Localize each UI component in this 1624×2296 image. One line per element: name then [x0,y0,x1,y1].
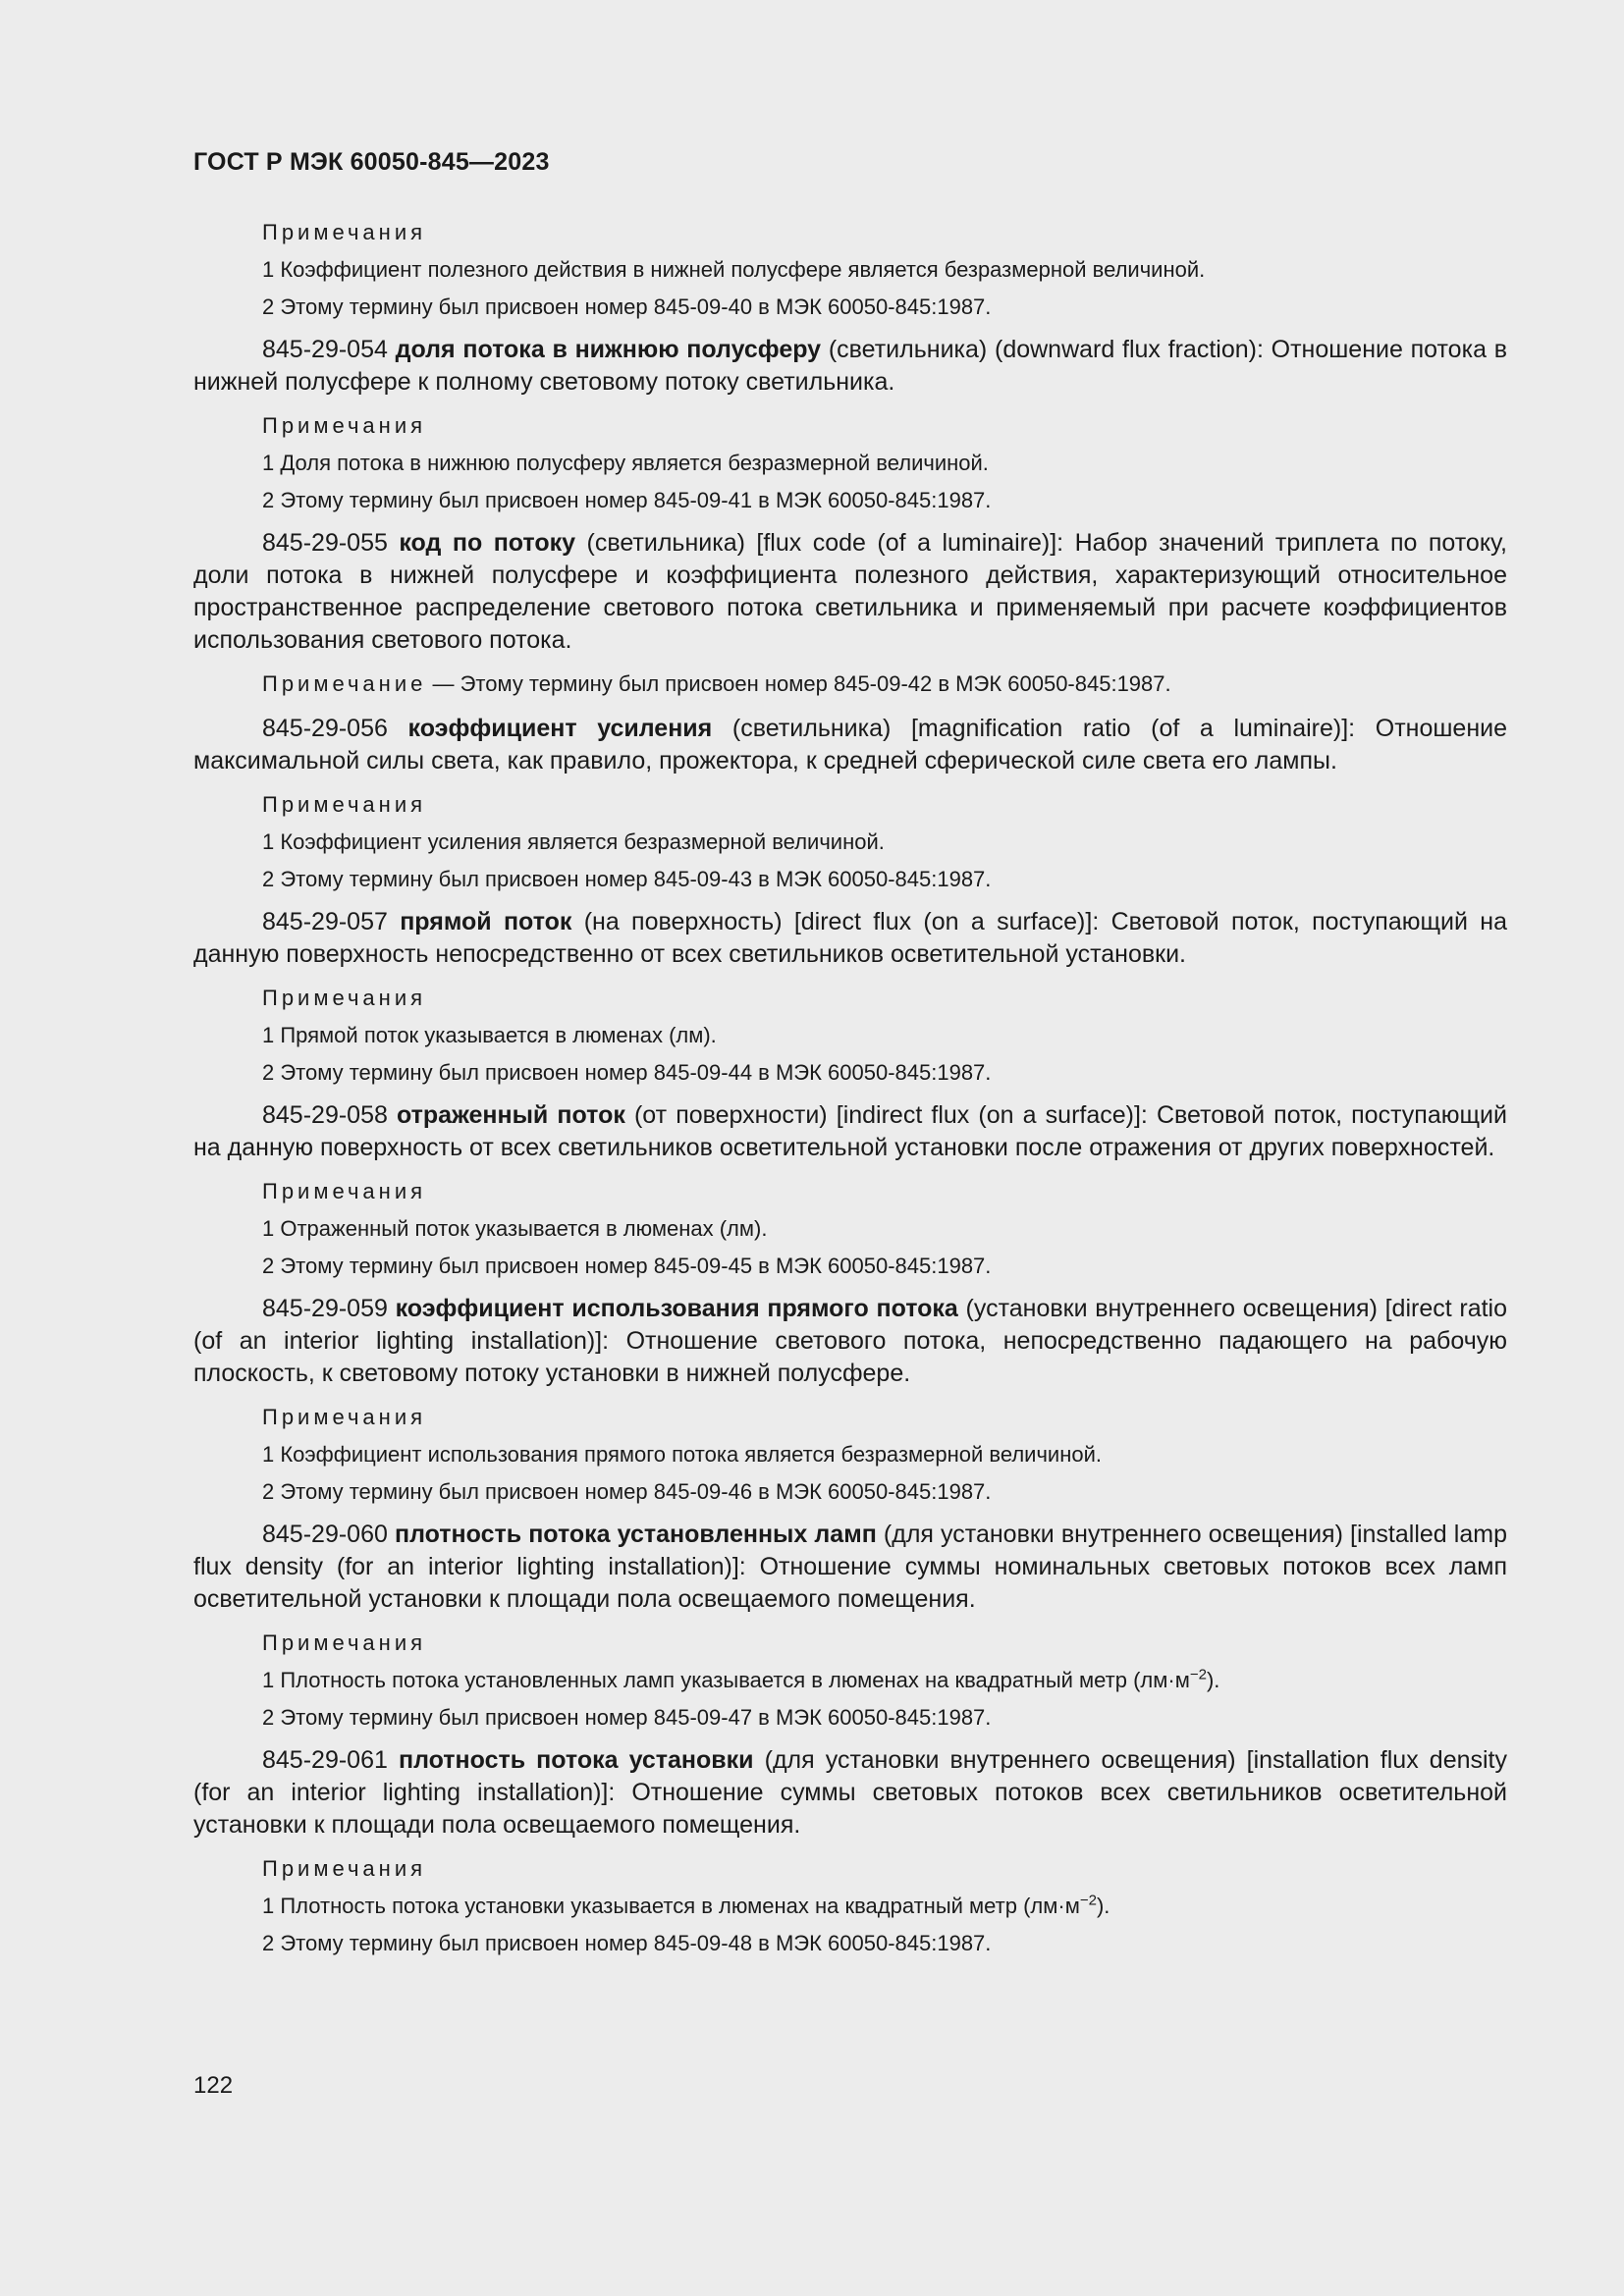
term-name: код по потоку [399,529,576,557]
note-tail: ). [1096,1894,1110,1918]
note-text: — Этому термину был присвоен номер 845-09-42 в МЭК 60050-845:1987. [426,671,1171,696]
note-line: 1 Доля потока в нижнюю полусферу является безразмерной величиной. [262,451,989,475]
term-entry-060 [193,1519,1507,1616]
note-line: 2 Этому термину был присвоен номер 845-09-44 в МЭК 60050-845:1987. [262,1060,992,1085]
term-entry-057 [193,906,1507,971]
note-superscript: −2 [1189,1666,1207,1683]
notes-label: Примечания [262,1856,427,1881]
notes-label: Примечания [262,1630,427,1655]
term-name: плотность потока установленных ламп [395,1521,877,1548]
term-notes-059 [193,1403,1507,1507]
note-line: 1 Коэффициент использования прямого потока является безразмерной величиной. [262,1442,1102,1467]
note-line [262,1892,1507,1921]
term-notes-057 [193,984,1507,1088]
notes-label: Примечания [262,986,427,1010]
term-number: 845-29-058 [262,1101,388,1129]
term-number: 845-29-061 [262,1746,388,1774]
term-definition: (светильника) [magnification ratio (of a luminaire)]: Отношение максимальной силы света, как правило, прожектора, к средней сферической силе света его лампы. [193,715,1507,774]
note-line: 2 Этому термину был присвоен номер 845-09-47 в МЭК 60050-845:1987. [262,1705,992,1730]
term-number: 845-29-060 [262,1521,388,1548]
term-entry-054 [193,334,1507,399]
term-entry-061 [193,1744,1507,1842]
note-line [262,1666,1507,1695]
note-line: 2 Этому термину был присвоен номер 845-09-45 в МЭК 60050-845:1987. [262,1254,992,1278]
notes-label: Примечания [262,1179,427,1203]
term-number: 845-29-055 [262,529,388,557]
document-page [193,145,1507,1970]
note-line: 1 Коэффициент полезного действия в нижней полусфере является безразмерной величиной. [262,257,1206,282]
term-notes-056 [193,790,1507,894]
notes-label: Примечания [262,413,427,438]
notes-label: Примечания [262,220,427,244]
term-number: 845-29-056 [262,715,388,742]
note-line: 1 Прямой поток указывается в люменах (лм). [262,1023,717,1047]
page-number: 122 [193,2072,234,2099]
term-definition: (на поверхность) [direct flux (on a surface)]: Световой поток, поступающий на данную поверхность непосредственно от всех светильников осветительной установки. [193,908,1507,968]
intro-notes [193,218,1507,322]
term-notes-058 [193,1177,1507,1281]
note-line: 1 Коэффициент усиления является безразмерной величиной. [262,829,885,854]
term-definition: (для установки внутреннего освещения) [installation flux density (for an interior lighting installation)]: Отношение суммы световых потоков всех светильников осветительной установки к площади пола освещаемого помещения. [193,1746,1508,1839]
term-definition: (от поверхности) [indirect flux (on a surface)]: Световой поток, поступающий на данную поверхность от всех светильников осветительной установки после отражения от других поверхностей. [193,1101,1507,1161]
term-entry-059 [193,1293,1507,1390]
term-name: коэффициент усиления [407,715,713,742]
term-notes-054 [193,411,1507,515]
term-definition: (для установки внутреннего освещения) [installed lamp flux density (for an interior lighting installation)]: Отношение суммы номинальных световых потоков всех ламп осветительной установки к площади пола освещаемого помещения. [193,1521,1507,1613]
note-line: 2 Этому термину был присвоен номер 845-09-48 в МЭК 60050-845:1987. [262,1931,992,1955]
term-name: доля потока в нижнюю полусферу [395,336,822,363]
term-name: коэффициент использования прямого потока [395,1295,958,1322]
note-text: 1 Плотность потока установки указывается в люменах на квадратный метр (лм·м [262,1894,1080,1918]
term-entry-058 [193,1099,1507,1164]
note-line: 2 Этому термину был присвоен номер 845-09-43 в МЭК 60050-845:1987. [262,867,992,891]
term-entry-056 [193,713,1507,777]
term-name: плотность потока установки [398,1746,754,1774]
term-definition: (светильника) [flux code (of a luminaire)]: Набор значений триплета по потоку, доли потока в нижней полусфере и коэффициента полезного действия, характеризующий относительное пространственное распределение светового потока светильника и применяемый при расчете коэффициентов использования светового потока. [193,529,1507,654]
note-line: 2 Этому термину был присвоен номер 845-09-46 в МЭК 60050-845:1987. [262,1479,992,1504]
term-name: прямой поток [400,908,572,935]
notes-label: Примечания [262,1405,427,1429]
term-number: 845-29-057 [262,908,388,935]
note-tail: ). [1206,1668,1220,1692]
term-entry-055 [193,527,1507,657]
term-definition: (установки внутреннего освещения) [direct ratio (of an interior lighting installation)]: Отношение светового потока, непосредственно падающего на рабочую плоскость, к световому потоку установки в нижней полусфере. [193,1295,1507,1387]
document-header: ГОСТ Р МЭК 60050-845—2023 [193,148,550,176]
term-definition: (светильника) (downward flux fraction): Отношение потока в нижней полусфере к полному световому потоку светильника. [193,336,1508,396]
note-line: 1 Отраженный поток указывается в люменах (лм). [262,1216,768,1241]
term-notes-060 [193,1629,1507,1733]
term-note-055 [262,669,1507,699]
term-number: 845-29-059 [262,1295,388,1322]
note-superscript: −2 [1079,1892,1097,1909]
note-line: 2 Этому термину был присвоен номер 845-09-40 в МЭК 60050-845:1987. [262,294,992,319]
term-number: 845-29-054 [262,336,388,363]
note-label: Примечание [262,671,427,696]
note-text: 1 Плотность потока установленных ламп указывается в люменах на квадратный метр (лм·м [262,1668,1190,1692]
note-line: 2 Этому термину был присвоен номер 845-09-41 в МЭК 60050-845:1987. [262,488,992,512]
term-name: отраженный поток [397,1101,625,1129]
term-notes-061 [193,1854,1507,1958]
notes-label: Примечания [262,792,427,817]
